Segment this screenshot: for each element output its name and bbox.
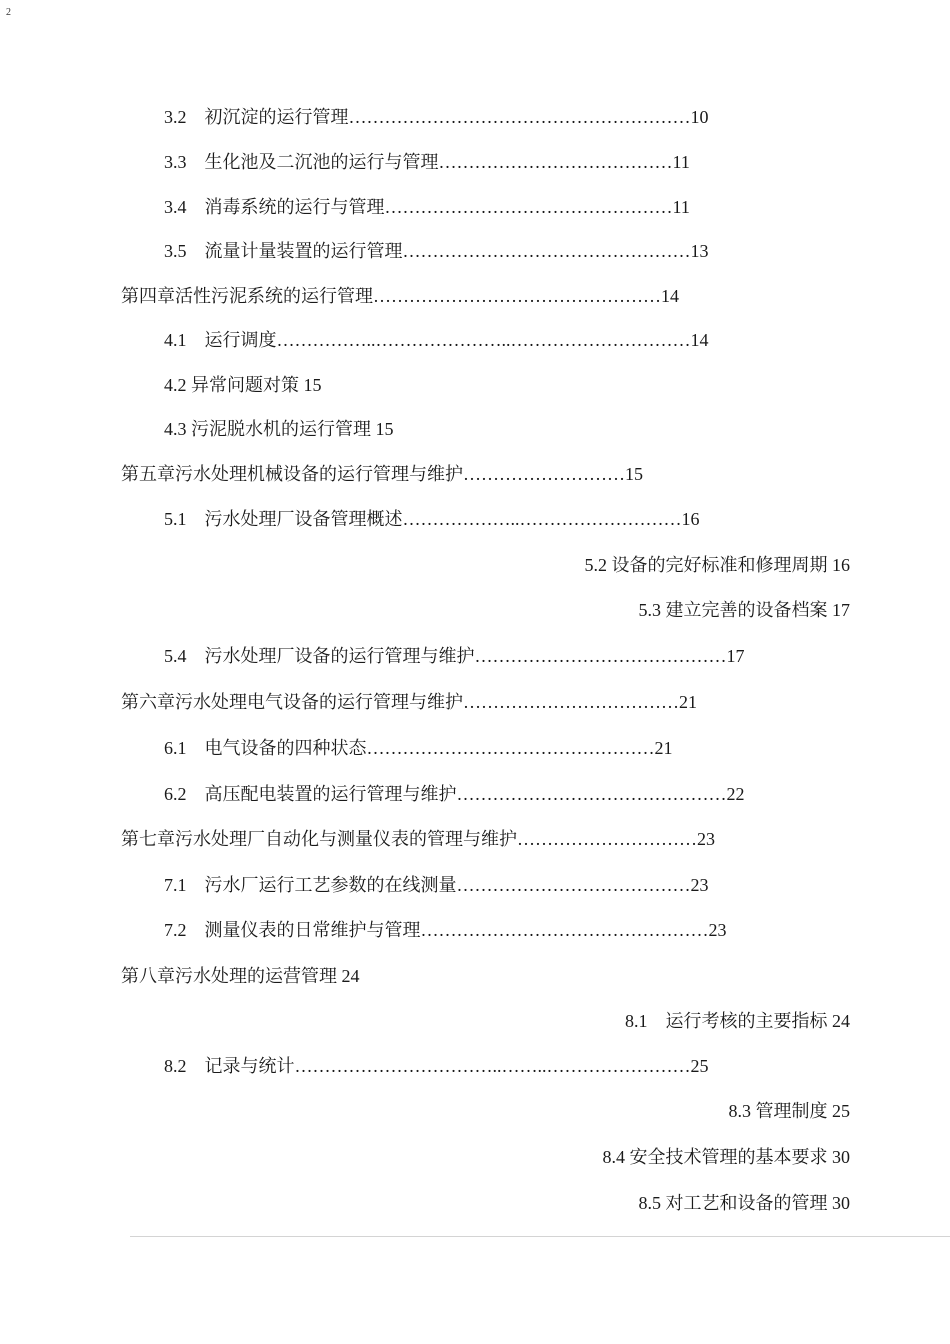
toc-entry-4-3[interactable]: 4.3 污泥脱水机的运行管理 15 bbox=[164, 419, 394, 439]
toc-entry-8-2[interactable]: 8.2 记录与统计……………………………..……..……………………25 bbox=[164, 1056, 709, 1076]
toc-entry-7-1[interactable]: 7.1 污水厂运行工艺参数的在线测量…………………………………23 bbox=[164, 875, 709, 895]
toc-entry-7-2[interactable]: 7.2 测量仪表的日常维护与管理…………………………………………23 bbox=[164, 920, 727, 940]
toc-entry-8-1[interactable]: 8.1 运行考核的主要指标 24 bbox=[625, 1011, 850, 1031]
toc-entry-3-5[interactable]: 3.5 流量计量装置的运行管理…………………………………………13 bbox=[164, 241, 709, 261]
toc-entry-5-3[interactable]: 5.3 建立完善的设备档案 17 bbox=[638, 600, 850, 620]
toc-entry-6-1[interactable]: 6.1 电气设备的四种状态…………………………………………21 bbox=[164, 738, 673, 758]
toc-chapter-4[interactable]: 第四章活性污泥系统的运行管理…………………………………………14 bbox=[121, 286, 679, 306]
toc-chapter-8[interactable]: 第八章污水处理的运营管理 24 bbox=[121, 966, 360, 986]
toc-entry-5-1[interactable]: 5.1 污水处理厂设备管理概述………………..………………………16 bbox=[164, 509, 700, 529]
toc-entry-6-2[interactable]: 6.2 高压配电装置的运行管理与维护………………………………………22 bbox=[164, 784, 745, 804]
toc-entry-4-1[interactable]: 4.1 运行调度……………..…………………..…………………………14 bbox=[164, 330, 709, 350]
toc-chapter-7[interactable]: 第七章污水处理厂自动化与测量仪表的管理与维护…………………………23 bbox=[121, 829, 715, 849]
page-divider bbox=[130, 1236, 950, 1237]
toc-entry-8-4[interactable]: 8.4 安全技术管理的基本要求 30 bbox=[602, 1147, 850, 1167]
toc-entry-4-2[interactable]: 4.2 异常问题对策 15 bbox=[164, 375, 322, 395]
toc-entry-8-3[interactable]: 8.3 管理制度 25 bbox=[728, 1101, 850, 1121]
toc-entry-3-2[interactable]: 3.2 初沉淀的运行管理…………………………………………………10 bbox=[164, 107, 709, 127]
toc-entry-5-2[interactable]: 5.2 设备的完好标准和修理周期 16 bbox=[584, 555, 850, 575]
toc-entry-3-4[interactable]: 3.4 消毒系统的运行与管理…………………………………………11 bbox=[164, 197, 690, 217]
page-number: 2 bbox=[6, 7, 11, 18]
toc-chapter-5[interactable]: 第五章污水处理机械设备的运行管理与维护………………………15 bbox=[121, 464, 643, 484]
toc-entry-5-4[interactable]: 5.4 污水处理厂设备的运行管理与维护……………………………………17 bbox=[164, 646, 745, 666]
toc-entry-8-5[interactable]: 8.5 对工艺和设备的管理 30 bbox=[638, 1193, 850, 1213]
toc-entry-3-3[interactable]: 3.3 生化池及二沉池的运行与管理…………………………………11 bbox=[164, 152, 690, 172]
toc-chapter-6[interactable]: 第六章污水处理电气设备的运行管理与维护………………………………21 bbox=[121, 692, 697, 712]
